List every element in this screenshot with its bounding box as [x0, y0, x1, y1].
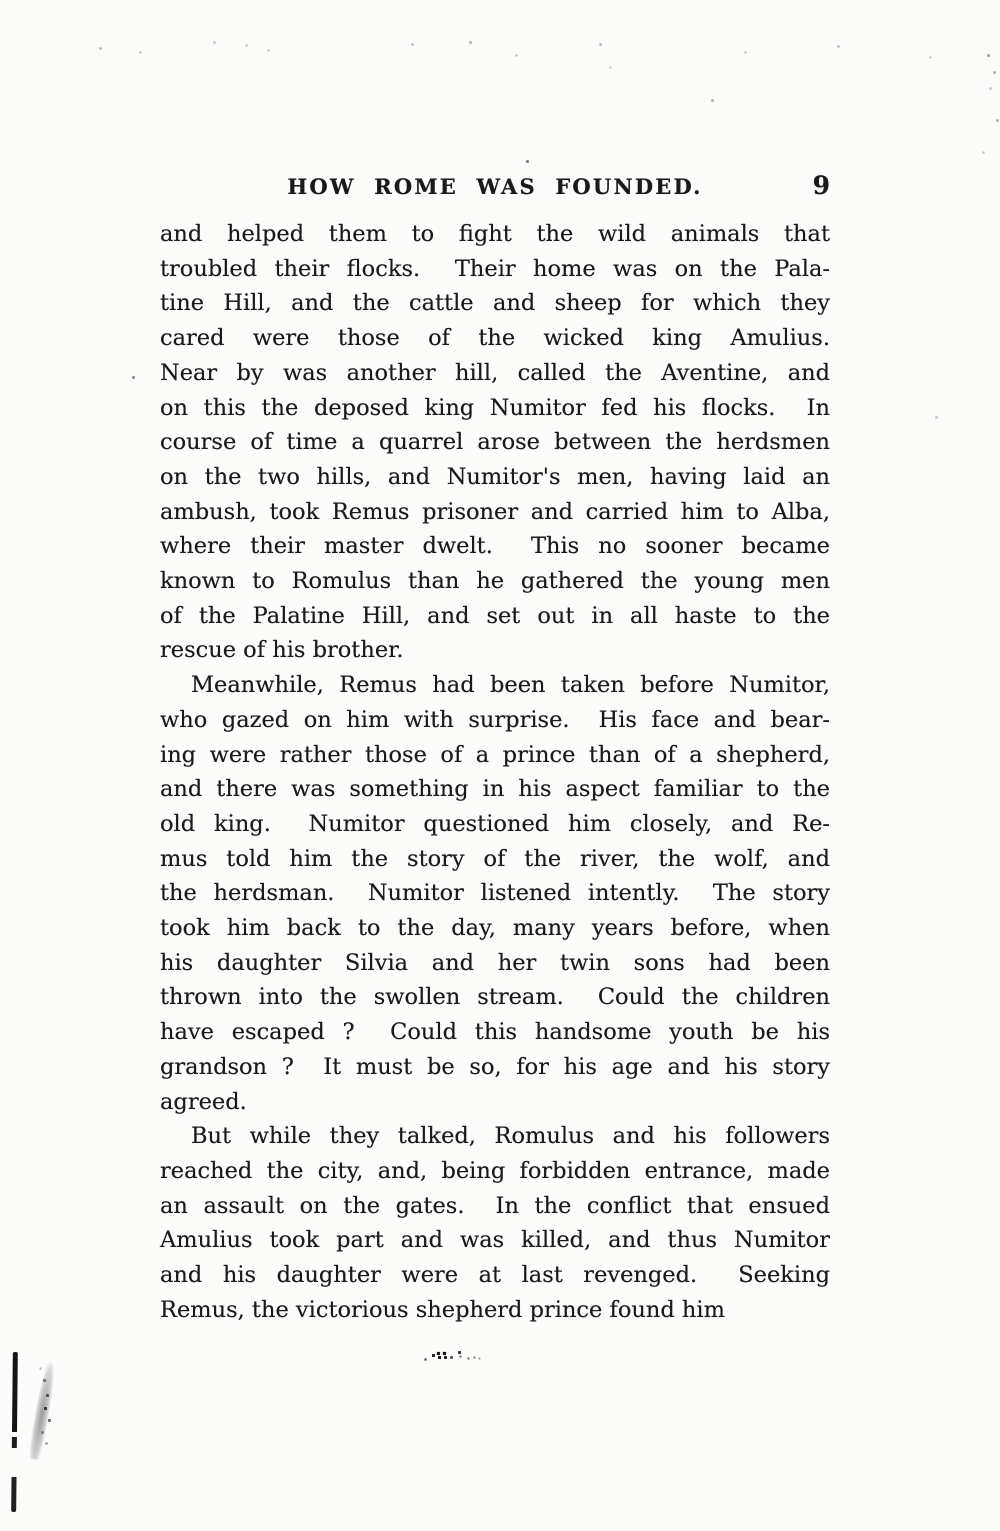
text-line: an assault on the gates. In the conflict that ensued [160, 1192, 830, 1219]
text-line: have escaped ? Could this handsome youth be his [160, 1019, 830, 1046]
text-line: troubled their flocks. Their home was on the Pala- [160, 255, 830, 282]
text-line: the herdsman. Numitor listened intently. The story [160, 880, 830, 907]
page-header [160, 171, 830, 200]
text-line: on the two hills, and Numitor's men, having laid an [160, 463, 830, 490]
text-line: of the Palatine Hill, and set out in all haste to the [160, 602, 830, 629]
text-line: and helped them to fight the wild animals that [160, 221, 830, 247]
text-line: grandson ? It must be so, for his age and his story [160, 1053, 830, 1080]
text-line: where their master dwelt. This no sooner became [160, 533, 830, 560]
text-line: old king. Numitor questioned him closely, and Re- [160, 810, 830, 837]
text-line: cared were those of the wicked king Amulius. [160, 325, 830, 352]
header-right-spacer [703, 171, 830, 200]
text-line: thrown into the swollen stream. Could the children [160, 984, 830, 1011]
text-line: Near by was another hill, called the Aventine, and [160, 359, 830, 386]
paragraph [160, 217, 830, 668]
text-block [160, 217, 830, 1328]
text-line: agreed. [160, 1088, 247, 1115]
text-line: Meanwhile, Remus had been taken before Numitor, [191, 672, 830, 699]
text-line: ing were rather those of a prince than of a shepherd, [160, 741, 830, 768]
text-line: his daughter Silvia and her twin sons had been [160, 949, 830, 976]
scan-edge-artifact [11, 1352, 18, 1512]
text-line: who gazed on him with surprise. His face and bear- [160, 706, 830, 733]
text-line: rescue of his brother. [160, 637, 404, 664]
running-title: HOW ROME WAS FOUNDED. [287, 174, 703, 199]
text-line: known to Romulus than he gathered the young men [160, 568, 830, 595]
text-line: mus told him the story of the river, the wolf, and [160, 845, 830, 872]
text-line: Amulius took part and was killed, and thus Numitor [160, 1227, 830, 1254]
paragraph [160, 1119, 830, 1327]
text-line: took him back to the day, many years before, when [160, 915, 830, 942]
text-line: course of time a quarrel arose between the herdsmen [160, 429, 830, 456]
text-line: and there was something in his aspect familiar to the [160, 776, 830, 803]
text-line: But while they talked, Romulus and his followers [191, 1123, 830, 1150]
paragraph [160, 668, 830, 1119]
text-line: Remus, the victorious shepherd prince found him [160, 1296, 725, 1323]
text-line: ambush, took Remus prisoner and carried him to Alba, [160, 498, 830, 525]
scan-smudge-artifact [28, 1362, 58, 1461]
ink-speck-cluster [0, 0, 1, 1]
text-line: and his daughter were at last revenged. Seeking [160, 1262, 830, 1289]
text-line: tine Hill, and the cattle and sheep for which they [160, 290, 830, 317]
text-line: on this the deposed king Numitor fed his flocks. In [160, 394, 830, 421]
text-line: reached the city, and, being forbidden entrance, made [160, 1157, 830, 1184]
page-number: 9 [812, 171, 830, 200]
